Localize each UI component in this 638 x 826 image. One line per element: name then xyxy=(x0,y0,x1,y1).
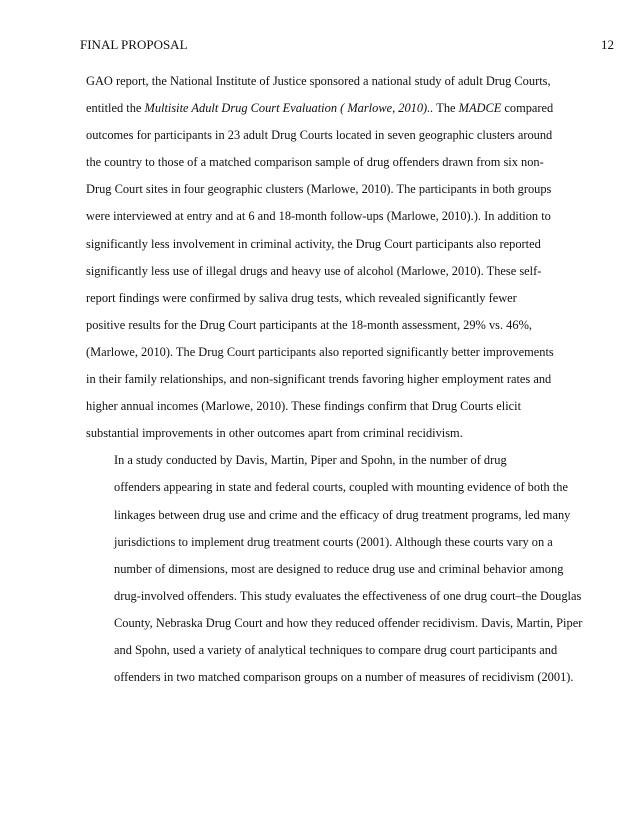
text-run: jurisdictions to implement drug treatment courts (2001). Although these courts vary on a xyxy=(114,534,553,549)
text-run: significantly less involvement in criminal activity, the Drug Court participants also reported xyxy=(86,236,541,251)
text-run: positive results for the Drug Court participants at the 18-month assessment, 29% vs. 46%, xyxy=(86,317,532,332)
text-line xyxy=(86,339,556,366)
text-run: (Marlowe, 2010). The Drug Court participants also reported significantly better improvements xyxy=(86,344,554,359)
text-line xyxy=(86,231,556,258)
text-line xyxy=(86,176,556,203)
text-line xyxy=(86,312,556,339)
paragraph xyxy=(86,68,556,447)
text-line xyxy=(86,583,582,610)
text-line xyxy=(86,366,556,393)
text-run: higher annual incomes (Marlowe, 2010). These findings confirm that Drug Courts elicit xyxy=(86,399,522,414)
text-line xyxy=(86,95,556,122)
text-run: Drug Court sites in four geographic clusters (Marlowe, 2010). The participants in both groups xyxy=(86,182,552,197)
text-line xyxy=(86,610,583,637)
text-run: County, Nebraska Drug Court and how they reduced offender recidivism. Davis, Martin, Piper xyxy=(114,615,583,630)
running-head-title: FINAL PROPOSAL xyxy=(80,37,188,52)
text-run: entitled the xyxy=(86,101,145,116)
text-run: offenders appearing in state and federal courts, coupled with mounting evidence of both the xyxy=(114,480,568,495)
text-run: in their family relationships, and non-significant trends favoring higher employment rates and xyxy=(86,372,552,387)
text-line xyxy=(86,68,556,95)
text-run: substantial improvements in other outcomes apart from criminal recidivism. xyxy=(86,426,463,441)
text-line xyxy=(86,420,556,447)
text-run: outcomes for participants in 23 adult Drug Courts located in seven geographic clusters around xyxy=(86,128,553,143)
text-run: linkages between drug use and crime and the efficacy of drug treatment programs, led many xyxy=(114,507,571,522)
text-run: offenders in two matched comparison groups on a number of measures of recidivism (2001). xyxy=(114,670,574,685)
text-line xyxy=(86,393,556,420)
text-run: compared xyxy=(501,101,554,116)
text-run: significantly less use of illegal drugs and heavy use of alcohol (Marlowe, 2010). These self- xyxy=(86,263,542,278)
text-line xyxy=(86,556,564,583)
text-line xyxy=(86,203,556,230)
text-line xyxy=(86,285,556,312)
text-line xyxy=(86,474,568,501)
text-line xyxy=(86,258,556,285)
text-line xyxy=(86,664,574,691)
text-run: the country to those of a matched comparison sample of drug offenders drawn from six non- xyxy=(86,155,544,170)
text-run: were interviewed at entry and at 6 and 18-month follow-ups (Marlowe, 2010).). In addition to xyxy=(86,209,551,224)
text-run: number of dimensions, most are designed to reduce drug use and criminal behavior among xyxy=(114,561,564,576)
italic-text: MADCE xyxy=(458,101,502,116)
paragraph xyxy=(86,447,583,691)
page-number: 12 xyxy=(601,37,614,52)
text-run: drug-involved offenders. This study evaluates the effectiveness of one drug court–the Douglas xyxy=(114,588,582,603)
text-run: In a study conducted by Davis, Martin, Piper and Spohn, in the number of drug xyxy=(114,453,507,468)
text-line xyxy=(86,637,556,664)
text-line xyxy=(86,502,571,529)
text-line xyxy=(86,122,556,149)
text-line xyxy=(86,529,556,556)
text-run: report findings were confirmed by saliva drug tests, which revealed significantly fewer xyxy=(86,290,517,305)
text-line xyxy=(86,447,556,474)
text-run: and Spohn, used a variety of analytical techniques to compare drug court participants and xyxy=(114,642,558,657)
italic-text: Multisite Adult Drug Court Evaluation ( Marlowe, 2010).. xyxy=(144,101,434,116)
document-body xyxy=(86,68,583,691)
page-header xyxy=(80,36,614,54)
text-run: GAO report, the National Institute of Justice sponsored a national study of adult Drug Courts, xyxy=(86,74,551,88)
text-line xyxy=(86,149,556,176)
text-run: The xyxy=(433,101,459,116)
